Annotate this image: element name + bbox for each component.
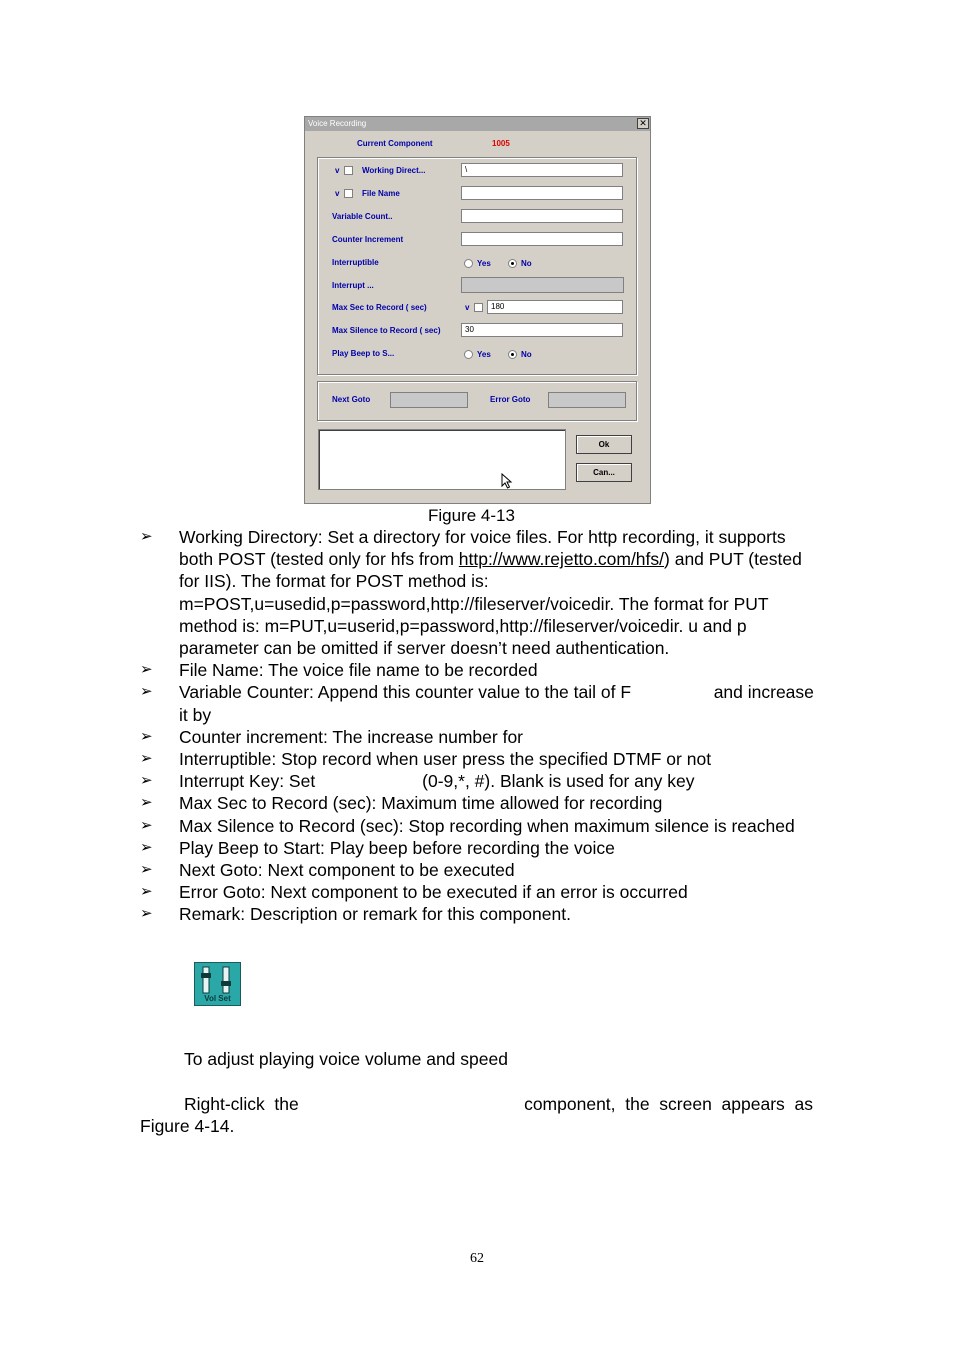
max-silence-input[interactable]: 30 [461,323,623,337]
list-item: ➢ Next Goto: Next component to be executed [140,859,820,881]
max-silence-label: Max Silence to Record ( sec) [332,326,441,335]
list-item: ➢ Working Directory: Set a directory for voice files. For http recording, it supports both POST (tested only for hfs from http://www.rejetto.com/hfs/) and PUT (tested for IIS). The format for POST method is: m=POST,u=usedid,p=password,http://fileserver/voicedir. The format for PUT method is: m=PUT,u=userid,p=password,http://fileserver/voicedir. u and p parameter can be omitted if server doesn’t need authentication. [140,526,820,659]
current-component-value: 1005 [492,139,510,148]
list-item: ➢ Counter increment: The increase number for [140,726,820,748]
paragraph-right-click-c: Figure 4-14. [140,1116,235,1136]
working-dir-label: Working Direct... [362,166,426,175]
list-item: ➢ Variable Counter: Append this counter value to the tail of F and increase it by [140,681,820,725]
interruptible-no-radio[interactable] [508,259,517,268]
max-sec-input[interactable]: 180 [487,300,623,314]
play-beep-label: Play Beep to S... [332,349,395,358]
list-item: ➢ Interruptible: Stop record when user press the specified DTMF or not [140,748,820,770]
page-number: 62 [470,1251,484,1266]
vol-set-icon [194,962,241,1006]
list-item: ➢ Max Sec to Record (sec): Maximum time allowed for recording [140,792,820,814]
error-goto-field[interactable] [548,392,626,408]
play-beep-yes-label: Yes [477,350,491,359]
mouse-cursor-icon [501,473,513,489]
interruptible-no-label: No [521,259,532,268]
remark-textarea[interactable] [318,429,566,490]
list-item: ➢ Remark: Description or remark for this component. [140,903,820,925]
interrupt-key-label: Interrupt ... [332,281,374,290]
next-goto-label: Next Goto [332,395,371,404]
paragraph-intro: To adjust playing voice volume and speed [184,1049,508,1069]
list-item: ➢ Error Goto: Next component to be executed if an error is occurred [140,881,820,903]
max-sec-checkbox[interactable] [474,303,483,312]
max-sec-label: Max Sec to Record ( sec) [332,303,427,312]
bullet-list [140,526,820,926]
list-item: ➢ File Name: The voice file name to be recorded [140,659,820,681]
vol-set-icon-label: Vol Set [204,994,231,1003]
variable-count-label: Variable Count.. [332,212,393,221]
cancel-button[interactable]: Can... [576,463,632,482]
play-beep-no-radio[interactable] [508,350,517,359]
dialog-title: Voice Recording [305,117,650,131]
error-goto-label: Error Goto [490,395,531,404]
file-name-label: File Name [362,189,400,198]
list-item: ➢ Interrupt Key: Set (0-9,*, #). Blank is used for any key [140,770,820,792]
working-dir-v: v [335,166,340,175]
file-name-checkbox[interactable] [344,189,353,198]
variable-count-input[interactable] [461,209,623,223]
file-name-input[interactable] [461,186,623,200]
hfs-link[interactable]: http://www.rejetto.com/hfs/ [458,549,665,570]
next-goto-field[interactable] [390,392,468,408]
play-beep-no-label: No [521,350,532,359]
voice-recording-dialog [304,116,651,504]
interrupt-key-input [461,277,624,293]
counter-increment-input[interactable] [461,232,623,246]
figure-caption: Figure 4-13 [428,506,515,525]
interruptible-yes-radio[interactable] [464,259,473,268]
list-item: ➢ Max Silence to Record (sec): Stop recording when maximum silence is reached [140,815,820,837]
paragraph-right-click-b: component, the screen appears as [524,1094,813,1114]
current-component-label: Current Component [357,139,433,148]
list-item: ➢ Play Beep to Start: Play beep before recording the voice [140,837,820,859]
close-icon[interactable]: ✕ [637,118,649,129]
counter-increment-label: Counter Increment [332,235,404,244]
interruptible-label: Interruptible [332,258,379,267]
ok-button[interactable]: Ok [576,435,632,454]
max-sec-v: v [465,303,470,312]
play-beep-yes-radio[interactable] [464,350,473,359]
working-dir-checkbox[interactable] [344,166,353,175]
working-dir-input[interactable]: \ [461,163,623,177]
file-name-v: v [335,189,340,198]
interruptible-yes-label: Yes [477,259,491,268]
paragraph-right-click-a: Right-click the [184,1094,299,1114]
